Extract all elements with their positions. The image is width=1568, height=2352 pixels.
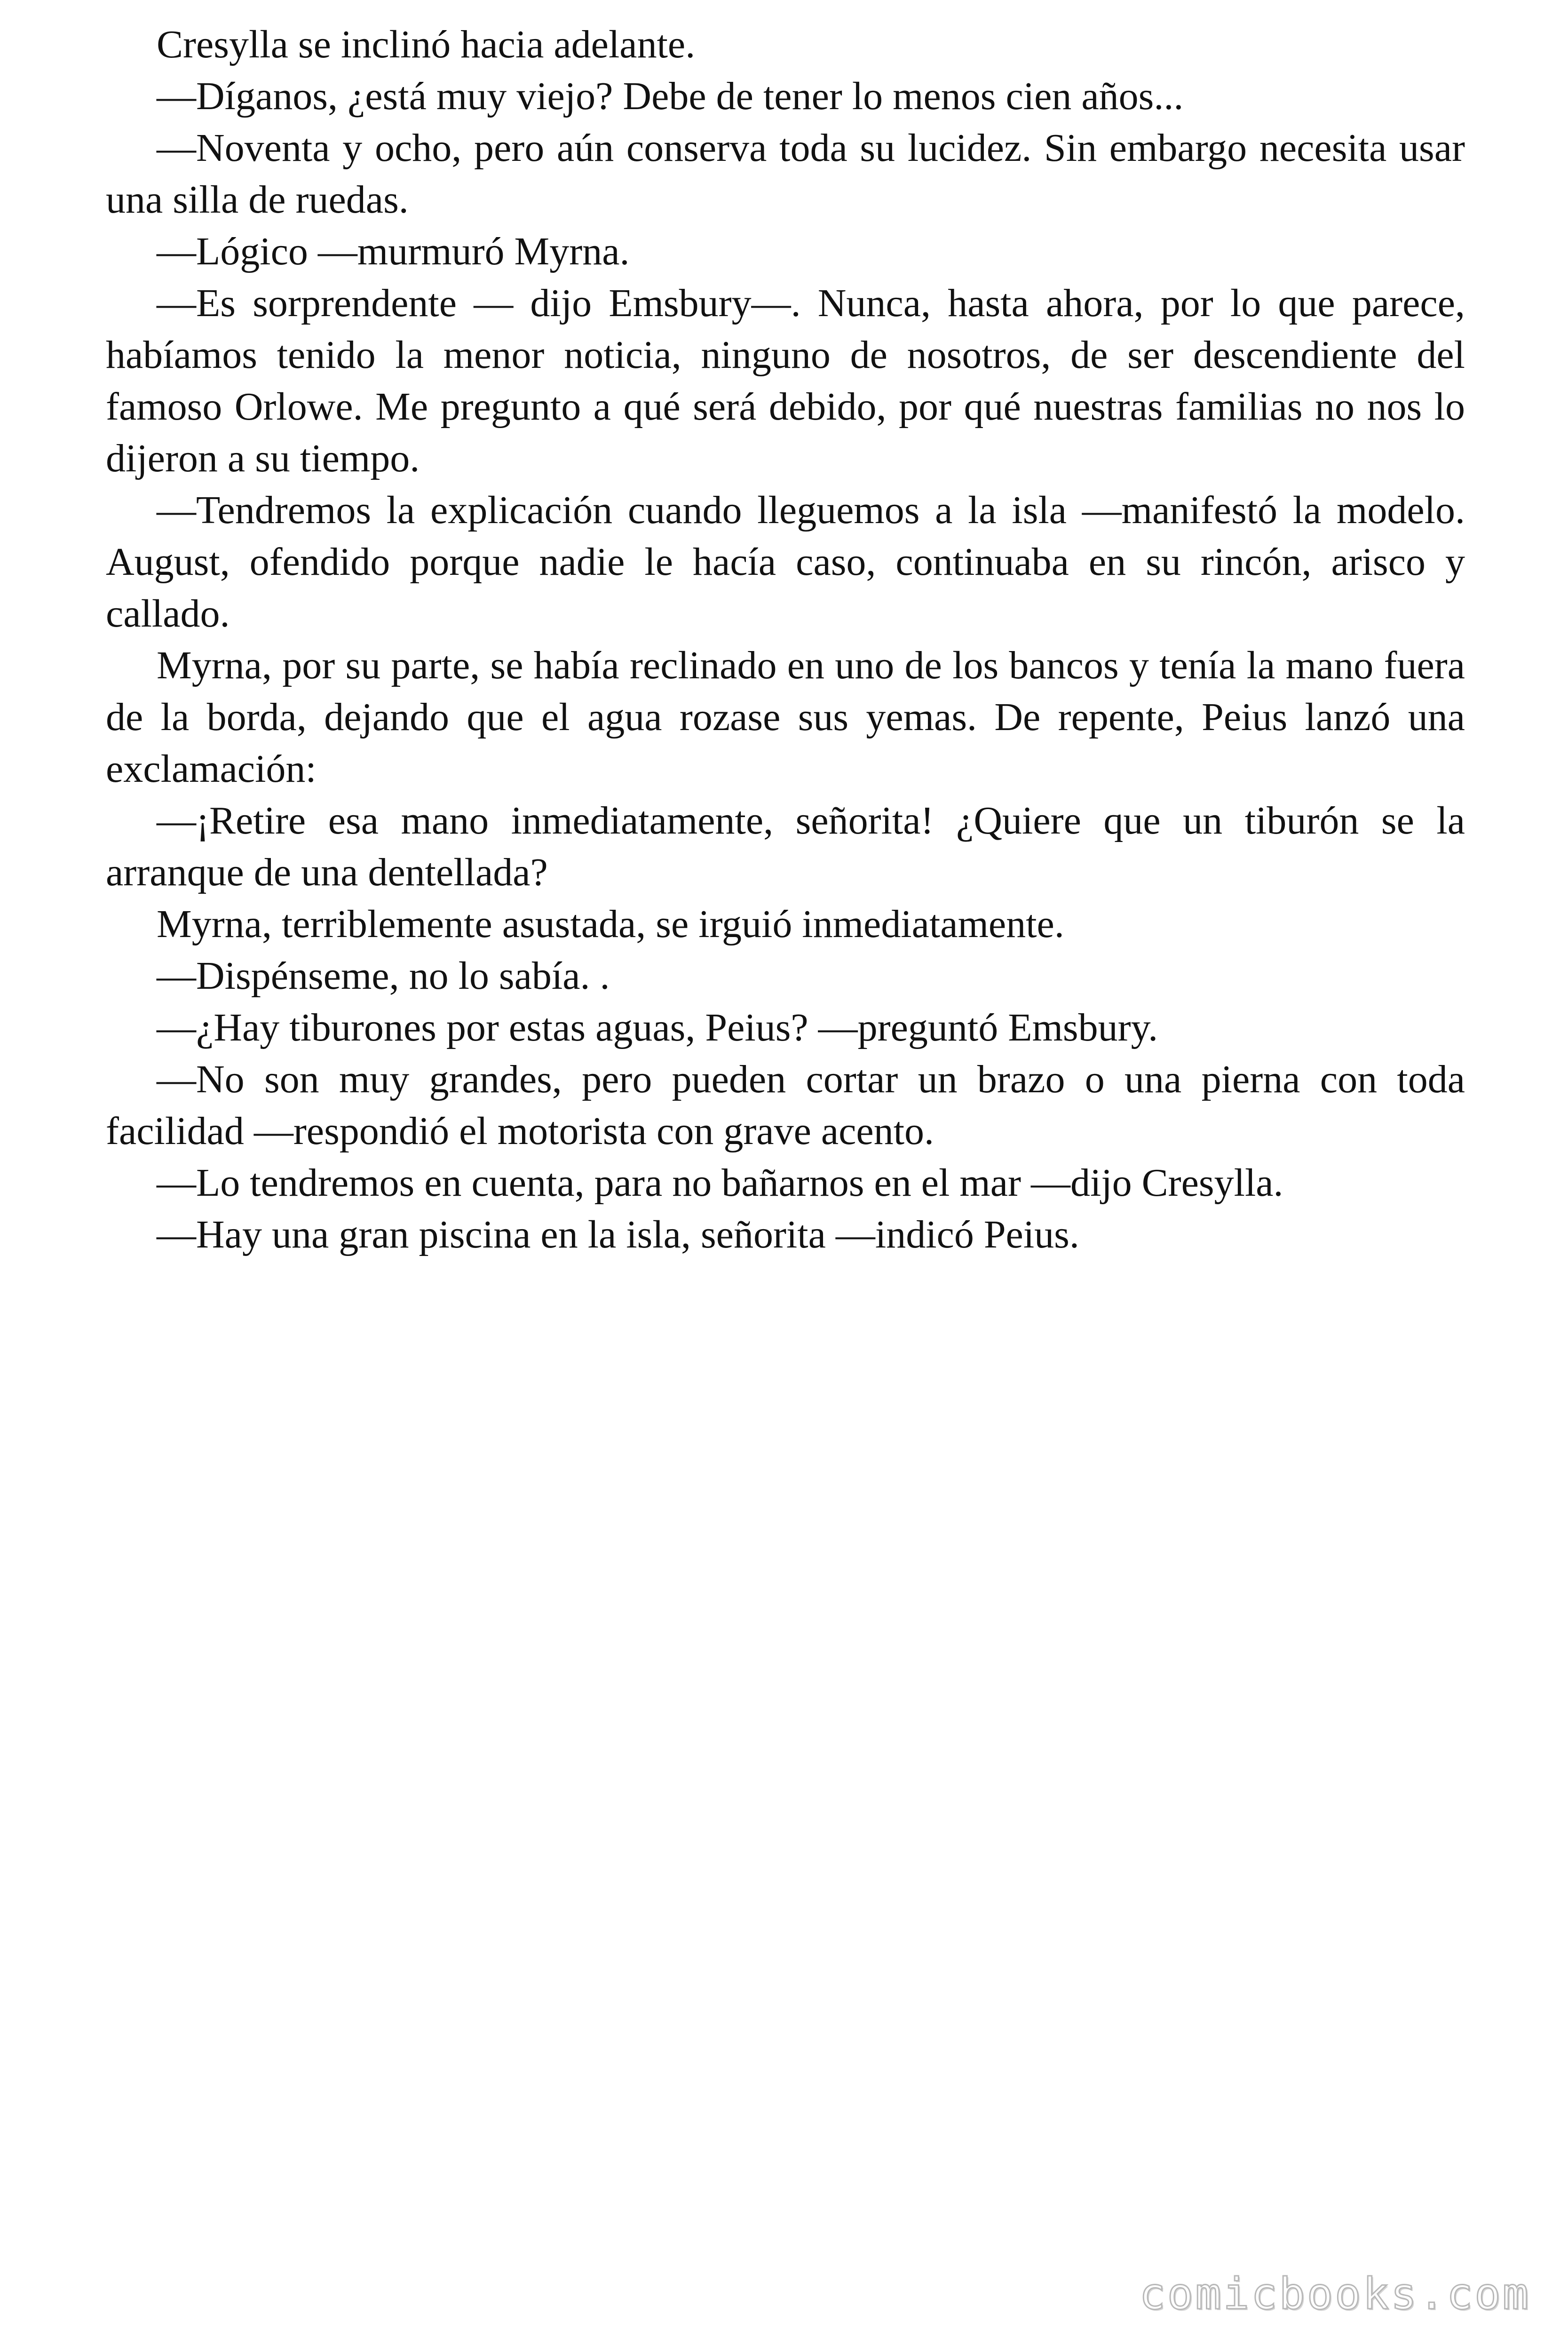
paragraph: —Lógico —murmuró Myrna. [157, 230, 630, 273]
paragraph: —¿Hay tiburones por estas aguas, Peius? —preguntó Emsbury. [157, 1006, 1158, 1049]
paragraph: —Dispénseme, no lo sabía. . [157, 954, 610, 998]
page-text [106, 19, 1465, 1261]
paragraph: —Díganos, ¿está muy viejo? Debe de tener lo menos cien años... [157, 74, 1184, 118]
paragraph: Myrna, terriblemente asustada, se irguió inmediatamente. [157, 902, 1064, 946]
paragraph: —No son muy grandes, pero pueden cortar un brazo o una pierna con toda facilidad —respondió el motorista con grave acento. [106, 1057, 1465, 1153]
paragraph: —Tendremos la explicación cuando lleguemos a la isla —manifestó la modelo. August, ofendido porque nadie le hacía caso, continuaba en su rincón, arisco y callado. [106, 488, 1465, 636]
paragraph: —Es sorprendente — dijo Emsbury—. Nunca, hasta ahora, por lo que parece, habíamos tenido la menor noticia, ninguno de nosotros, de ser descendiente del famoso Orlowe. Me pregunto a qué será debido, por qué nuestras familias no nos lo dijeron a su tiempo. [106, 281, 1465, 480]
paragraph: —Noventa y ocho, pero aún conserva toda su lucidez. Sin embargo necesita usar una silla de ruedas. [106, 126, 1465, 222]
paragraph: —Lo tendremos en cuenta, para no bañarnos en el mar —dijo Cresylla. [157, 1161, 1283, 1205]
paragraph: Myrna, por su parte, se había reclinado en uno de los bancos y tenía la mano fuera de la borda, dejando que el agua rozase sus yemas. De repente, Peius lanzó una exclamación: [106, 644, 1465, 791]
watermark: comicbooks.com [1139, 2269, 1530, 2319]
paragraph: —Hay una gran piscina en la isla, señorita —indicó Peius. [157, 1213, 1079, 1256]
paragraph: Cresylla se inclinó hacia adelante. [157, 23, 696, 66]
paragraph: —¡Retire esa mano inmediatamente, señorita! ¿Quiere que un tiburón se la arranque de una dentellada? [106, 799, 1465, 894]
